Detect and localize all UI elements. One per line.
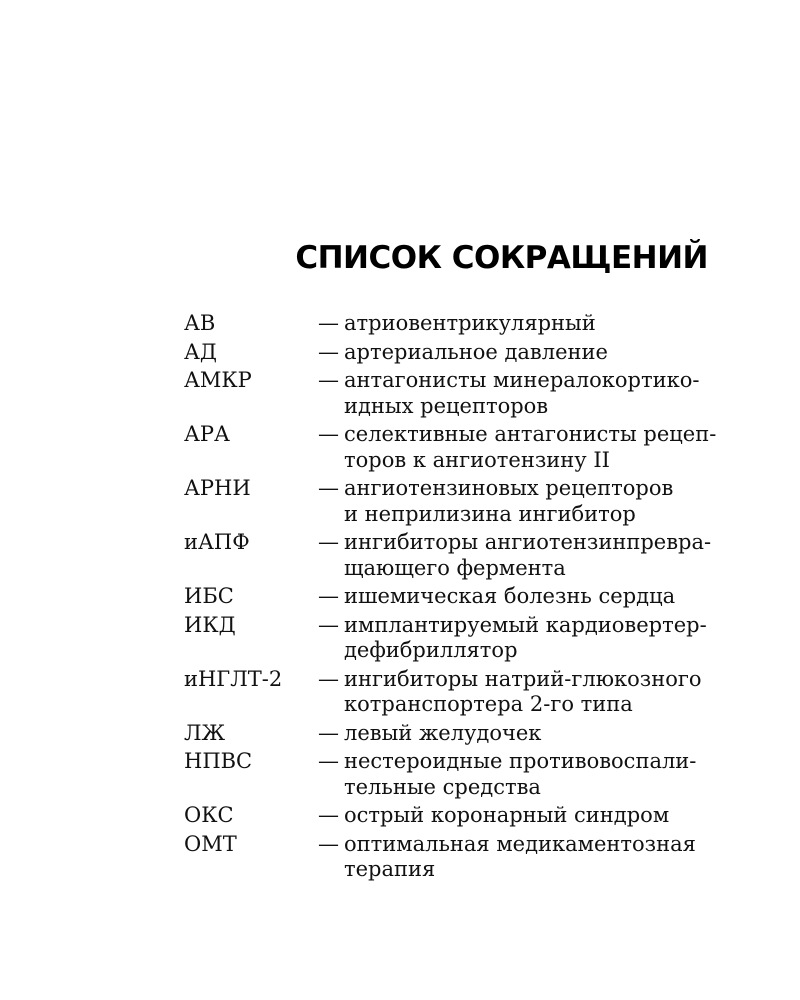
abbreviation-term: НПВС	[184, 749, 253, 773]
definition-line: нестероидные противовоспали-	[344, 749, 697, 773]
definition-line: ингибиторы натрий-глюкозного	[344, 666, 702, 691]
abbreviation-list	[184, 311, 724, 886]
definition-line: котранспортера 2-го типа	[344, 692, 633, 716]
em-dash: —	[318, 339, 339, 364]
definition-line: идных рецепторов	[344, 393, 549, 418]
abbreviation-definition	[344, 803, 724, 829]
abbreviation-entry	[184, 667, 724, 718]
definition-line: тельные средства	[344, 774, 541, 799]
abbreviation-definition	[344, 422, 724, 473]
abbreviation-definition	[344, 667, 724, 718]
em-dash: —	[318, 612, 339, 637]
abbreviation-term: иНГЛТ-2	[184, 666, 283, 691]
abbreviation-definition	[344, 584, 724, 610]
abbreviation-definition	[344, 340, 724, 366]
abbreviation-definition	[344, 530, 724, 581]
em-dash: —	[318, 803, 339, 827]
em-dash: —	[318, 311, 339, 335]
definition-line: ангиотензиновых рецепторов	[344, 476, 674, 500]
abbreviation-term: ИКД	[184, 612, 236, 637]
abbreviation-entry	[184, 803, 724, 829]
abbreviation-entry	[184, 340, 724, 366]
abbreviation-entry	[184, 530, 724, 581]
em-dash: —	[318, 422, 339, 446]
definition-line: дефибриллятор	[344, 638, 518, 662]
abbreviation-entry	[184, 311, 724, 337]
em-dash: —	[318, 584, 339, 608]
em-dash: —	[318, 666, 339, 691]
abbreviation-term: АМКР	[184, 368, 252, 392]
abbreviation-term: ОКС	[184, 803, 234, 827]
abbreviation-definition	[344, 721, 724, 747]
abbreviation-entry	[184, 832, 724, 883]
em-dash: —	[318, 476, 339, 500]
page-title: СПИСОК СОКРАЩЕНИЙ	[295, 240, 708, 276]
abbreviation-definition	[344, 749, 724, 800]
definition-line: торов к ангиотензину II	[344, 447, 610, 472]
abbreviation-term: АРНИ	[184, 476, 251, 500]
abbreviation-definition	[344, 476, 724, 527]
abbreviation-term: АД	[184, 339, 217, 364]
em-dash: —	[318, 368, 339, 392]
em-dash: —	[318, 831, 339, 856]
abbreviation-definition	[344, 368, 724, 419]
definition-line: и неприлизина ингибитор	[344, 501, 636, 526]
definition-line: селективные антагонисты рецеп-	[344, 422, 717, 446]
definition-line: терапия	[344, 857, 436, 881]
abbreviation-term: ЛЖ	[184, 720, 226, 745]
definition-line: щающего фермента	[344, 555, 566, 580]
abbreviation-definition	[344, 311, 724, 337]
definition-line: острый коронарный синдром	[344, 803, 670, 827]
definition-line: имплантируемый кардиовертер-	[344, 612, 707, 637]
abbreviation-term: АРА	[184, 422, 230, 446]
abbreviation-term: АВ	[184, 311, 216, 335]
definition-line: антагонисты минералокортико-	[344, 368, 700, 392]
abbreviation-term: ИБС	[184, 584, 234, 608]
definition-line: атриовентрикулярный	[344, 311, 596, 335]
abbreviation-entry	[184, 368, 724, 419]
em-dash: —	[318, 720, 339, 745]
abbreviation-entry	[184, 613, 724, 664]
abbreviation-term: иАПФ	[184, 530, 250, 554]
definition-line: ингибиторы ангиотензинпревра-	[344, 530, 712, 554]
abbreviation-entry	[184, 721, 724, 747]
definition-line: левый желудочек	[344, 720, 542, 745]
abbreviation-entry	[184, 422, 724, 473]
abbreviation-term: ОМТ	[184, 831, 237, 856]
abbreviation-entry	[184, 584, 724, 610]
definition-line: артериальное давление	[344, 339, 608, 364]
abbreviation-entry	[184, 476, 724, 527]
em-dash: —	[318, 530, 339, 554]
definition-line: ишемическая болезнь сердца	[344, 584, 676, 608]
abbreviation-entry	[184, 749, 724, 800]
definition-line: оптимальная медикаментозная	[344, 831, 696, 856]
abbreviation-definition	[344, 613, 724, 664]
abbreviation-definition	[344, 832, 724, 883]
em-dash: —	[318, 749, 339, 773]
